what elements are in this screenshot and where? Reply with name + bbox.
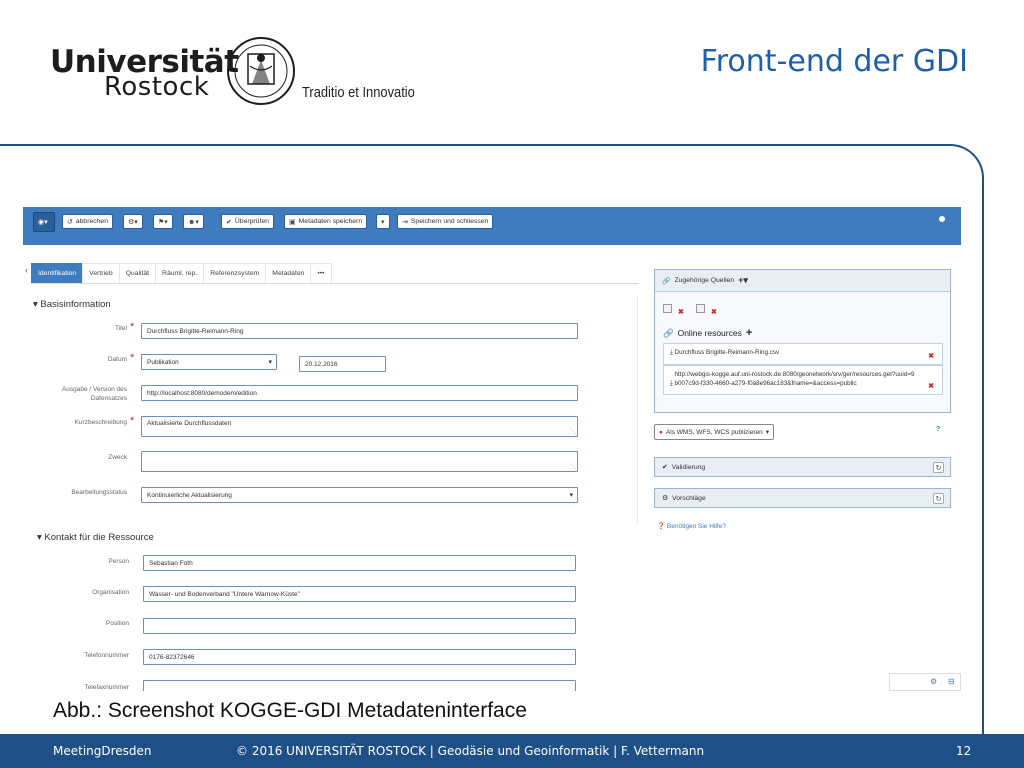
fax-label: Telefaxnummer [84,684,129,691]
chevron-down-icon: ▾ [381,218,385,226]
eye-icon: ◉▾ [38,219,48,226]
status-dot-icon [939,216,945,222]
related-sources-label: Zugehörige Quellen [674,277,735,284]
online-resources-header [663,327,752,339]
resource-item[interactable] [663,343,943,365]
title-label: Titel [114,325,127,332]
add-resource-icon[interactable]: + [745,327,753,339]
page-number: 12 [956,744,972,758]
footer-copyright: © 2016 UNIVERSITÄT ROSTOCK | Geodäsie und Geoinformatik | F. Vettermann [236,744,705,758]
tab-referenzsystem[interactable]: Referenzsystem [203,263,266,283]
slide-title: Front-end der GDI [700,44,968,79]
save-metadata-label: Metadaten speichern [298,218,363,225]
form-divider [637,297,638,523]
check-icon: ✔ [662,464,668,471]
position-field[interactable] [143,618,576,634]
thumbnail-image [663,304,672,313]
abstract-label: Kurzbeschreibung [74,419,127,426]
fax-field[interactable] [143,680,576,691]
cogs-icon: ⚙ [662,495,669,502]
section-contact-label: Kontakt für die Ressource [44,532,154,543]
section-contact-header[interactable] [37,532,154,543]
validation-panel[interactable] [654,457,951,477]
tab-more[interactable]: ••• [310,263,331,283]
tag-icon: ⚑▾ [158,218,168,226]
publish-dropdown-button[interactable] [654,424,774,440]
status-select[interactable]: Kontinuierliche Aktualisierung ▾ [141,487,578,503]
phone-field[interactable]: 0176-82372646 [143,649,576,665]
related-sources-panel [654,269,951,413]
resize-grip-icon[interactable]: ⋱ [570,429,576,435]
users-dropdown-button[interactable] [183,214,204,229]
validation-label: Validierung [671,463,706,471]
person-field[interactable]: Sebastian Foth [143,555,576,571]
suggestions-label: Vorschläge [672,494,706,502]
tab-qualitaet[interactable]: Qualität [119,263,156,283]
settings-icon[interactable]: ⚙ [930,677,938,686]
university-seal-icon [226,36,296,106]
collapse-icon[interactable]: ⊟ [948,677,955,686]
save-options-dropdown[interactable] [376,214,390,229]
university-city: Rostock [104,72,210,102]
tab-metadaten[interactable]: Metadaten [265,263,311,283]
users-icon: ☻▾ [188,218,199,226]
footer-event: MeetingDresden [53,744,152,758]
resource-url: http://webgis-kogge.auf.uni-rostock.de:8080/geonetwork/srv/ger/resources.get?uuid=9b007c9d-f330-4660-a279-f0a8e96ac183&fname=&access=public [674,371,915,387]
related-sources-header [655,270,950,292]
purpose-textarea[interactable] [141,451,578,472]
organisation-field[interactable]: Wasser- und Bodenverband "Untere Warnow-Küste" [143,586,576,602]
chevron-down-icon: ▾ [765,429,769,436]
editor-toolbar [23,207,961,245]
check-label: Überprüfen [234,218,269,225]
phone-label: Telefonnummer [84,652,129,659]
caret-down-icon: ▾ [37,532,42,543]
gear-icon: ⚙▾ [128,218,138,226]
download-icon: ⤓ [670,380,673,387]
position-label: Position [105,620,129,627]
tags-dropdown-button[interactable] [153,214,173,229]
publish-label: Als WMS, WFS, WCS publizieren [665,428,763,436]
edition-field[interactable]: http://localhost:8080/demodem/edition [141,385,578,401]
motto: Traditio et Innovatio [302,84,415,101]
remove-thumbnail-icon[interactable]: ✖ [711,309,717,316]
section-tabs [31,263,331,283]
required-marker: * [130,415,135,427]
link-icon: 🔗 [662,277,671,285]
title-field[interactable]: Durchfluss Brigitte-Reimann-Ring [141,323,578,339]
purpose-label: Zweck [108,454,127,461]
view-mode-button[interactable] [33,212,55,232]
question-circle-icon: ❓ [657,523,666,530]
section-basic-header[interactable] [33,299,111,310]
figure-caption: Abb.: Screenshot KOGGE-GDI Metadateninterface [53,699,527,722]
tabs-divider [31,283,639,284]
tab-vertrieb[interactable]: Vertrieb [82,263,119,283]
download-icon: ⤓ [670,349,673,356]
save-close-button[interactable] [397,214,493,229]
status-label: Bearbeitungsstatus [71,489,127,496]
cancel-button[interactable] [62,214,113,229]
required-marker: * [130,321,135,333]
remove-thumbnail-icon[interactable]: ✖ [678,309,684,316]
check-icon: ✔ [226,218,232,226]
organisation-label: Organisation [92,589,129,596]
thumbnail-image [696,304,705,313]
globe-icon: ● [659,428,663,436]
chevron-left-icon[interactable]: ‹ [25,265,28,275]
bottom-controls [889,673,961,691]
slide-footer [0,734,1024,768]
university-name: Universität [50,44,239,80]
date-label: Datum [107,356,127,363]
undo-icon: ↺ [67,218,73,226]
resize-grip-icon[interactable]: ⋱ [570,464,576,470]
refresh-icon[interactable]: ↻ [933,462,944,473]
help-icon[interactable]: ? [936,426,941,433]
cancel-label: abbrechen [75,218,108,225]
save-metadata-button[interactable] [284,214,367,229]
help-label: Benötigen Sie Hilfe? [666,523,726,530]
tab-raeuml-rep[interactable]: Räuml. rep. [155,263,204,283]
required-marker: * [130,352,135,364]
metadata-editor-screenshot [23,207,961,691]
tab-identifikation[interactable]: Identifikation [31,263,83,283]
settings-dropdown-button[interactable] [123,214,143,229]
resource-name: Durchfluss Brigitte-Reimann-Ring.csv [674,349,780,356]
date-type-select[interactable]: Publikation ▾ [141,354,277,370]
online-resources-label: Online resources [677,328,742,338]
abstract-textarea[interactable] [141,416,578,437]
suggestions-panel[interactable] [654,488,951,508]
refresh-icon[interactable]: ↻ [933,493,944,504]
caret-down-icon: ▾ [33,299,38,310]
save-close-label: Speichern und schliessen [410,218,489,225]
remove-resource-icon[interactable]: ✖ [928,353,934,360]
edition-label: Ausgabe / Version des Datensatzes [61,386,127,402]
save-icon: ▣ [289,218,296,226]
exit-icon: ⇥ [402,218,408,226]
person-label: Person [108,558,129,565]
help-link[interactable] [657,522,726,530]
section-basic-label: Basisinformation [40,299,111,310]
link-icon: 🔗 [663,327,674,338]
date-field[interactable]: 20.12.2016 [299,356,386,372]
add-source-icon[interactable]: +▾ [738,275,748,285]
abstract-text: Aktualisierte Durchflussdaten [147,420,232,427]
resource-item[interactable] [663,365,943,395]
check-button[interactable] [221,214,274,229]
remove-resource-icon[interactable]: ✖ [928,383,934,390]
